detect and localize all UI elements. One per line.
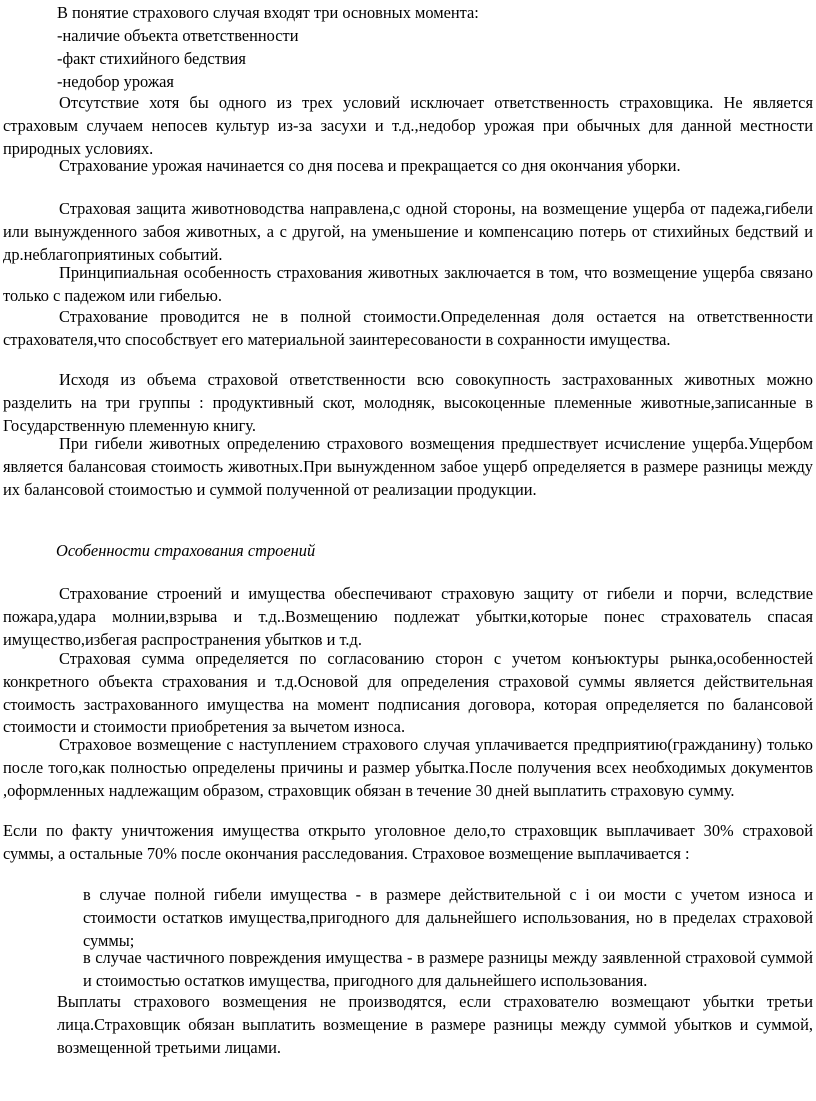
section-heading: Особенности страхования строений	[56, 541, 316, 560]
list-item: в случае частичного повреждения имущества - в размере разницы между заявленной страховой суммой и стоимостью остатков имущества, пригодного для дальнейшего использования.	[83, 948, 813, 990]
paragraph: Страховое возмещение с наступлением страхового случая уплачивается предприятию(гражданину) только после того,как полностью определены причины и размер убытка.После получения всех необходимых документов ,оформленных надлежащим образом, страховщик обязан в течение 30 дней выплатить страховую сумму.	[3, 735, 813, 800]
list-item: -факт стихийного бедствия	[57, 49, 246, 68]
paragraph: Принципиальная особенность страхования животных заключается в том, что возмещение ущерба связано только с падежом или гибелью.	[3, 263, 813, 305]
paragraph: При гибели животных определению страхового возмещения предшествует исчисление ущерба.Ущербом является балансовая стоимость животных.При вынужденном забое ущерб определяется в размере разницы между их балансовой стоимостью и суммой полученной от реализации продукции.	[3, 434, 813, 499]
paragraph: Выплаты страхового возмещения не производятся, если страхователю возмещают убытки третьи лица.Страховщик обязан выплатить возмещение в размере разницы между суммой убытков и суммой, возмещенной третьими лицами.	[57, 992, 813, 1057]
paragraph: Страхование строений и имущества обеспечивают страховую защиту от гибели и порчи, вследствие пожара,удара молнии,взрыва и т.д..Возмещению подлежат убытки,которые понес страхователь спасая имущество,избегая распространения убытков и т.д.	[3, 584, 813, 649]
paragraph: Страховая сумма определяется по согласованию сторон с учетом конъюктуры рынка,особенностей конкретного объекта страхования и т.д.Основой для определения страховой суммы является действительная стоимость застрахованного имущества на момент подписания договора, которая определяется по балансовой стоимости и стоимости приобретения за вычетом износа.	[3, 649, 813, 737]
paragraph: Страхование урожая начинается со дня посева и прекращается со дня окончания уборки.	[59, 156, 681, 175]
paragraph: Исходя из объема страховой ответственности всю совокупность застрахованных животных можно разделить на три группы : продуктивный скот, молодняк, высокоценные племенные животные,записанные в Государственную племенную книгу.	[3, 370, 813, 435]
list-item: в случае полной гибели имущества - в размере действительной с і ои мости с учетом износа и стоимости остатков имущества,пригодного для дальнейшего использования, но в пределах страховой суммы;	[83, 885, 813, 950]
paragraph: Страхование проводится не в полной стоимости.Определенная доля остается на ответственности страхователя,что способствует его материальной заинтересованости в сохранности имущества.	[3, 307, 813, 349]
paragraph: Страховая защита животноводства направлена,с одной стороны, на возмещение ущерба от падежа,гибели или вынужденного забоя животных, а с другой, на уменьшение и компенсацию потерь от стихийных бедствий и др.неблагоприятиных событий.	[3, 199, 813, 264]
paragraph: Отсутствие хотя бы одного из трех условий исключает ответственность страховщика. Не является страховым случаем непосев культур из-за засухи и т.д.,недобор урожая при обычных для данной местности природных условиях.	[3, 93, 813, 158]
intro-line: В понятие страхового случая входят три основных момента:	[57, 3, 479, 22]
paragraph: Если по факту уничтожения имущества открыто уголовное дело,то страховщик выплачивает 30% страховой суммы, а остальные 70% после окончания расследования. Страховое возмещение выплачивается :	[3, 821, 813, 863]
list-item: -недобор урожая	[57, 72, 174, 91]
list-item: -наличие объекта ответственности	[57, 26, 299, 45]
